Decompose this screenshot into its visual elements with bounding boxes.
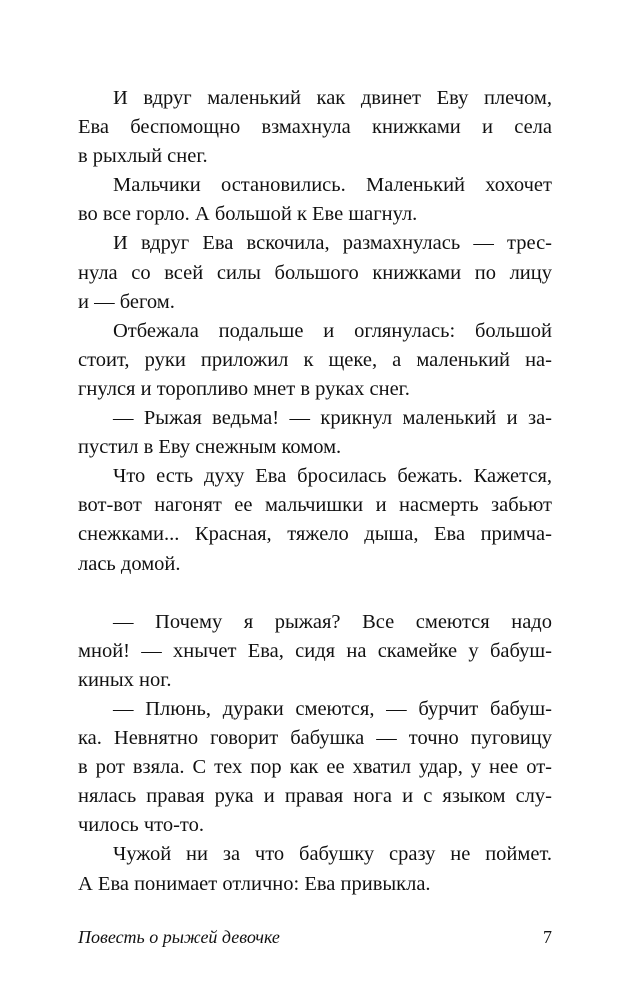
text-line: чилось что-то. (78, 814, 204, 837)
text-line: Мальчики остановились. Маленький хохочет (113, 174, 552, 197)
text-line: Отбежала подальше и оглянулась: большой (113, 319, 552, 342)
text-line: — Почему я рыжая? Все смеются надо (113, 610, 552, 633)
paragraph (78, 84, 552, 171)
text-line: и — бегом. (78, 290, 175, 313)
paragraph (78, 404, 552, 462)
text-line: — Рыжая ведьма! — крикнул маленький и за- (113, 407, 552, 430)
text-line: Ева беспомощно взмахнула книжками и села (78, 116, 552, 139)
text-line: стоит, руки приложил к щеке, а маленький на- (78, 348, 552, 371)
text-line: — Плюнь, дураки смеются, — бурчит бабуш- (113, 697, 552, 720)
running-title: Повесть о рыжей девочке (78, 927, 280, 947)
page-number: 7 (543, 927, 552, 947)
text-line: нула со всей силы большого книжками по лицу (78, 261, 552, 284)
text-line: киных ног. (78, 668, 172, 691)
text-line: гнулся и торопливо мнет в руках снег. (78, 377, 410, 400)
paragraph (78, 608, 552, 695)
text-line: во все горло. А большой к Еве шагнул. (78, 203, 418, 226)
text-line: нялась правая рука и правая нога и с языком слу- (78, 785, 552, 808)
page-body (78, 84, 552, 899)
paragraph (78, 317, 552, 404)
text-line: мной! — хнычет Ева, сидя на скамейке у бабуш- (78, 639, 552, 662)
text-line: Что есть духу Ева бросилась бежать. Кажется, (113, 465, 552, 488)
text-line: в рот взяла. С тех пор как ее хватил удар, у нее от- (78, 756, 552, 779)
text-line: ка. Невнятно говорит бабушка — точно пуговицу (78, 727, 552, 750)
text-line: Чужой ни за что бабушку сразу не поймет. (113, 843, 552, 866)
text-line: И вдруг маленький как двинет Еву плечом, (113, 87, 552, 109)
paragraph (78, 171, 552, 229)
paragraph (78, 462, 552, 578)
page-footer (78, 922, 552, 952)
text-line: вот-вот нагонят ее мальчишки и насмерть забьют (78, 494, 552, 517)
text-line: И вдруг Ева вскочила, размахнулась — трес- (113, 232, 552, 255)
paragraph (78, 840, 552, 898)
text-line: в рыхлый снег. (78, 145, 208, 168)
paragraph (78, 229, 552, 316)
text-line: пустил в Еву снежным комом. (78, 436, 342, 459)
section-break (78, 579, 552, 608)
text-line: лась домой. (78, 552, 181, 575)
text-line: А Ева понимает отлично: Ева привыкла. (78, 872, 431, 895)
text-line: снежками... Красная, тяжело дыша, Ева примча- (78, 523, 552, 546)
paragraph (78, 695, 552, 840)
